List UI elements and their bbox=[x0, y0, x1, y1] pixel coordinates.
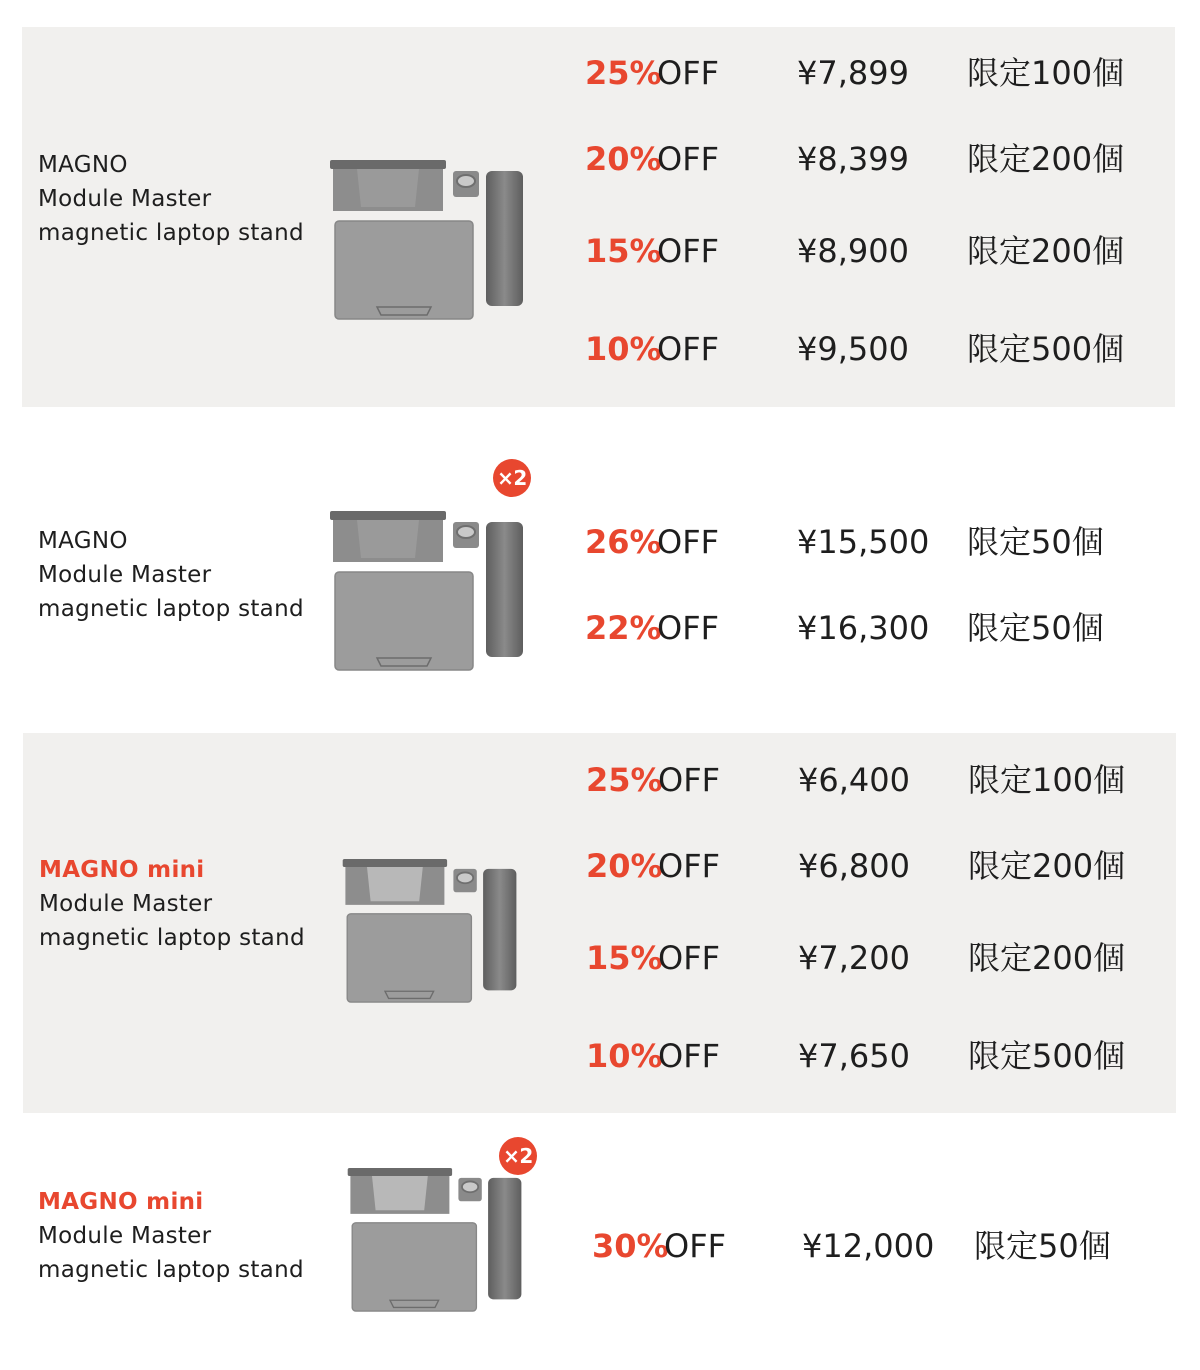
product-type: magnetic laptop stand bbox=[38, 596, 304, 622]
sale-price: ¥9,500 bbox=[797, 330, 909, 368]
discount-percent: 10% bbox=[585, 330, 662, 368]
quantity-limit: 限定200個 bbox=[967, 140, 1125, 178]
price-row bbox=[22, 53, 1175, 93]
sale-price: ¥7,200 bbox=[798, 939, 910, 977]
discount-off-label: OFF bbox=[657, 609, 719, 647]
product-section bbox=[22, 430, 1175, 715]
product-series: Module Master bbox=[39, 891, 213, 917]
discount-off-label: OFF bbox=[657, 140, 719, 178]
sale-price: ¥7,899 bbox=[797, 54, 909, 92]
discount-off-label: OFF bbox=[657, 330, 719, 368]
sale-price: ¥6,800 bbox=[798, 847, 910, 885]
product-brand: MAGNO bbox=[38, 152, 128, 178]
price-row bbox=[23, 846, 1176, 886]
product-section bbox=[22, 27, 1175, 407]
product-section bbox=[23, 733, 1176, 1113]
quantity-badge: ×2 bbox=[499, 1137, 537, 1175]
discount-percent: 30% bbox=[592, 1227, 669, 1265]
sale-price: ¥15,500 bbox=[797, 523, 930, 561]
price-row bbox=[23, 938, 1176, 978]
product-brand: MAGNO bbox=[38, 528, 128, 554]
discount-off-label: OFF bbox=[664, 1227, 726, 1265]
product-series: Module Master bbox=[38, 186, 212, 212]
quantity-limit: 限定50個 bbox=[974, 1227, 1111, 1265]
price-row bbox=[22, 329, 1175, 369]
price-row bbox=[22, 522, 1175, 562]
quantity-limit: 限定100個 bbox=[967, 54, 1125, 92]
discount-percent: 25% bbox=[585, 54, 662, 92]
discount-off-label: OFF bbox=[658, 761, 720, 799]
discount-percent: 10% bbox=[586, 1037, 663, 1075]
discount-off-label: OFF bbox=[657, 54, 719, 92]
quantity-limit: 限定200個 bbox=[967, 232, 1125, 270]
price-row bbox=[22, 1226, 1175, 1266]
discount-percent: 25% bbox=[586, 761, 663, 799]
discount-off-label: OFF bbox=[658, 939, 720, 977]
sale-price: ¥16,300 bbox=[797, 609, 930, 647]
product-type: magnetic laptop stand bbox=[38, 220, 304, 246]
quantity-badge: ×2 bbox=[493, 459, 531, 497]
quantity-limit: 限定500個 bbox=[967, 330, 1125, 368]
sale-price: ¥12,000 bbox=[802, 1227, 935, 1265]
price-row bbox=[22, 139, 1175, 179]
price-row bbox=[22, 608, 1175, 648]
quantity-limit: 限定200個 bbox=[968, 939, 1126, 977]
quantity-limit: 限定50個 bbox=[967, 609, 1104, 647]
discount-off-label: OFF bbox=[658, 1037, 720, 1075]
product-series: Module Master bbox=[38, 1223, 212, 1249]
discount-percent: 26% bbox=[585, 523, 662, 561]
sale-price: ¥7,650 bbox=[798, 1037, 910, 1075]
quantity-limit: 限定100個 bbox=[968, 761, 1126, 799]
discount-off-label: OFF bbox=[658, 847, 720, 885]
price-row bbox=[23, 1036, 1176, 1076]
product-brand: MAGNO mini bbox=[38, 1189, 204, 1215]
discount-percent: 20% bbox=[586, 847, 663, 885]
product-type: magnetic laptop stand bbox=[39, 925, 305, 951]
sale-price: ¥6,400 bbox=[798, 761, 910, 799]
sale-price: ¥8,900 bbox=[797, 232, 909, 270]
product-series: Module Master bbox=[38, 562, 212, 588]
product-type: magnetic laptop stand bbox=[38, 1257, 304, 1283]
discount-percent: 20% bbox=[585, 140, 662, 178]
quantity-limit: 限定50個 bbox=[967, 523, 1104, 561]
quantity-limit: 限定500個 bbox=[968, 1037, 1126, 1075]
quantity-limit: 限定200個 bbox=[968, 847, 1126, 885]
product-section bbox=[22, 1130, 1175, 1365]
sale-price: ¥8,399 bbox=[797, 140, 909, 178]
discount-percent: 15% bbox=[586, 939, 663, 977]
product-brand: MAGNO mini bbox=[39, 857, 205, 883]
discount-percent: 15% bbox=[585, 232, 662, 270]
price-row bbox=[23, 760, 1176, 800]
discount-off-label: OFF bbox=[657, 232, 719, 270]
discount-percent: 22% bbox=[585, 609, 662, 647]
discount-off-label: OFF bbox=[657, 523, 719, 561]
price-row bbox=[22, 231, 1175, 271]
